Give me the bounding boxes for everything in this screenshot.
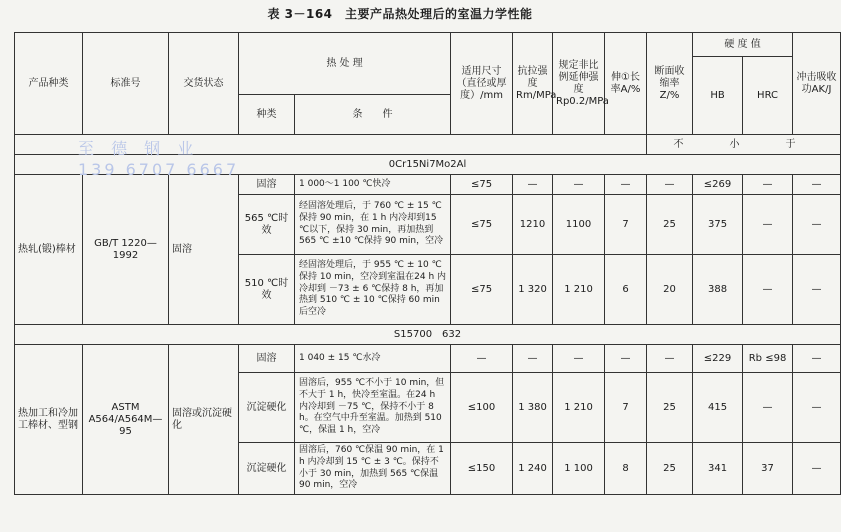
watermark-phone: 139 6707 6667 bbox=[78, 160, 240, 179]
not-less-than: 不 小 于 bbox=[647, 135, 841, 155]
watermark-name: 至 德 钢 业 bbox=[78, 139, 200, 158]
treatment-kind: 固溶 bbox=[239, 345, 295, 373]
standard-number: GB/T 1220—1992 bbox=[83, 175, 169, 325]
impact-value: — bbox=[793, 195, 841, 255]
yield-value: 1 210 bbox=[553, 373, 605, 443]
header-hrc: HRC bbox=[743, 57, 793, 135]
standard-number: ASTM A564/A564M—95 bbox=[83, 345, 169, 495]
elongation-value: 6 bbox=[605, 255, 647, 325]
grade-row: S15700 632 bbox=[15, 325, 841, 345]
size-value: ≤75 bbox=[451, 255, 513, 325]
reduction-value: — bbox=[647, 175, 693, 195]
hb-value: 415 bbox=[693, 373, 743, 443]
size-value: — bbox=[451, 345, 513, 373]
grade-row: 0Cr15Ni7Mo2Al bbox=[15, 155, 841, 175]
product-type: 热轧(锻)棒材 bbox=[15, 175, 83, 325]
treatment-condition: 1 000～1 100 ℃快冷 bbox=[295, 175, 451, 195]
yield-value: — bbox=[553, 345, 605, 373]
header-standard: 标准号 bbox=[83, 33, 169, 135]
impact-value: — bbox=[793, 443, 841, 495]
header-hb: HB bbox=[693, 57, 743, 135]
elongation-value: 8 bbox=[605, 443, 647, 495]
elongation-value: — bbox=[605, 345, 647, 373]
header-yield: 规定非比例延伸强度Rp0.2/MPa bbox=[553, 33, 605, 135]
tensile-value: — bbox=[513, 175, 553, 195]
hrc-value: — bbox=[743, 175, 793, 195]
table-caption: 表 3－164 主要产品热处理后的室温力学性能 bbox=[267, 7, 533, 21]
header-product: 产品种类 bbox=[15, 33, 83, 135]
tensile-value: — bbox=[513, 345, 553, 373]
header-kind: 种类 bbox=[239, 95, 295, 135]
delivery-state: 固溶或沉淀硬化 bbox=[169, 345, 239, 495]
yield-value: 1100 bbox=[553, 195, 605, 255]
impact-value: — bbox=[793, 255, 841, 325]
elongation-value: 7 bbox=[605, 373, 647, 443]
hb-value: 375 bbox=[693, 195, 743, 255]
delivery-state: 固溶 bbox=[169, 175, 239, 325]
yield-value: 1 100 bbox=[553, 443, 605, 495]
treatment-condition: 经固溶处理后，于 955 ℃ ± 10 ℃保持 10 min，空冷到室温在24 h 内冷却到 －73 ± 6 ℃保持 8 h，再加热到 510 ℃ ± 10 ℃保持 60 min 后空冷 bbox=[295, 255, 451, 325]
header-heat-treatment: 热 处 理 bbox=[239, 33, 451, 95]
tensile-value: 1 240 bbox=[513, 443, 553, 495]
hrc-value: — bbox=[743, 373, 793, 443]
treatment-condition: 固溶后，955 ℃不小于 10 min，但不大于 1 h，快冷至室温。在24 h 内冷却到 －75 ℃，保持不小于 8 h。在空气中升至室温。加热到 510 ℃，保温 1 h，空冷 bbox=[295, 373, 451, 443]
treatment-kind: 565 ℃时效 bbox=[239, 195, 295, 255]
reduction-value: 20 bbox=[647, 255, 693, 325]
reduction-value: 25 bbox=[647, 443, 693, 495]
header-condition: 条 件 bbox=[295, 95, 451, 135]
tensile-value: 1210 bbox=[513, 195, 553, 255]
hb-value: ≤269 bbox=[693, 175, 743, 195]
header-elongation: 伸①长率A/% bbox=[605, 33, 647, 135]
treatment-kind: 固溶 bbox=[239, 175, 295, 195]
impact-value: — bbox=[793, 345, 841, 373]
impact-value: — bbox=[793, 373, 841, 443]
hrc-value: — bbox=[743, 255, 793, 325]
hb-value: 388 bbox=[693, 255, 743, 325]
size-value: ≤100 bbox=[451, 373, 513, 443]
reduction-value: — bbox=[647, 345, 693, 373]
treatment-kind: 510 ℃时效 bbox=[239, 255, 295, 325]
size-value: ≤150 bbox=[451, 443, 513, 495]
product-type: 热加工和冷加工棒材、型钢 bbox=[15, 345, 83, 495]
header-size: 适用尺寸（直径或厚度）/mm bbox=[451, 33, 513, 135]
treatment-condition: 1 040 ± 15 ℃水冷 bbox=[295, 345, 451, 373]
reduction-value: 25 bbox=[647, 373, 693, 443]
size-value: ≤75 bbox=[451, 175, 513, 195]
elongation-value: 7 bbox=[605, 195, 647, 255]
yield-value: 1 210 bbox=[553, 255, 605, 325]
tensile-value: 1 320 bbox=[513, 255, 553, 325]
impact-value: — bbox=[793, 175, 841, 195]
treatment-condition: 经固溶处理后，于 760 ℃ ± 15 ℃保持 90 min，在 1 h 内冷却到15 ℃以下，保持 30 min，再加热到565 ℃ ±10 ℃保持 90 min，空冷 bbox=[295, 195, 451, 255]
yield-value: — bbox=[553, 175, 605, 195]
treatment-kind: 沉淀硬化 bbox=[239, 443, 295, 495]
reduction-value: 25 bbox=[647, 195, 693, 255]
header-hardness: 硬 度 值 bbox=[693, 33, 793, 57]
header-delivery: 交货状态 bbox=[169, 33, 239, 135]
elongation-value: — bbox=[605, 175, 647, 195]
hrc-value: — bbox=[743, 195, 793, 255]
hrc-value: Rb ≤98 bbox=[743, 345, 793, 373]
treatment-condition: 固溶后，760 ℃保温 90 min，在 1 h 内冷却到 15 ℃ ± 3 ℃。保持不小于 30 min，加热到 565 ℃保温 90 min，空冷 bbox=[295, 443, 451, 495]
header-impact: 冲击吸收功AK/J bbox=[793, 33, 841, 135]
header-reduction: 断面收缩率Z/% bbox=[647, 33, 693, 135]
properties-table bbox=[14, 32, 841, 495]
header-tensile: 抗拉强度Rm/MPa bbox=[513, 33, 553, 135]
hb-value: 341 bbox=[693, 443, 743, 495]
hb-value: ≤229 bbox=[693, 345, 743, 373]
size-value: ≤75 bbox=[451, 195, 513, 255]
treatment-kind: 沉淀硬化 bbox=[239, 373, 295, 443]
hrc-value: 37 bbox=[743, 443, 793, 495]
tensile-value: 1 380 bbox=[513, 373, 553, 443]
